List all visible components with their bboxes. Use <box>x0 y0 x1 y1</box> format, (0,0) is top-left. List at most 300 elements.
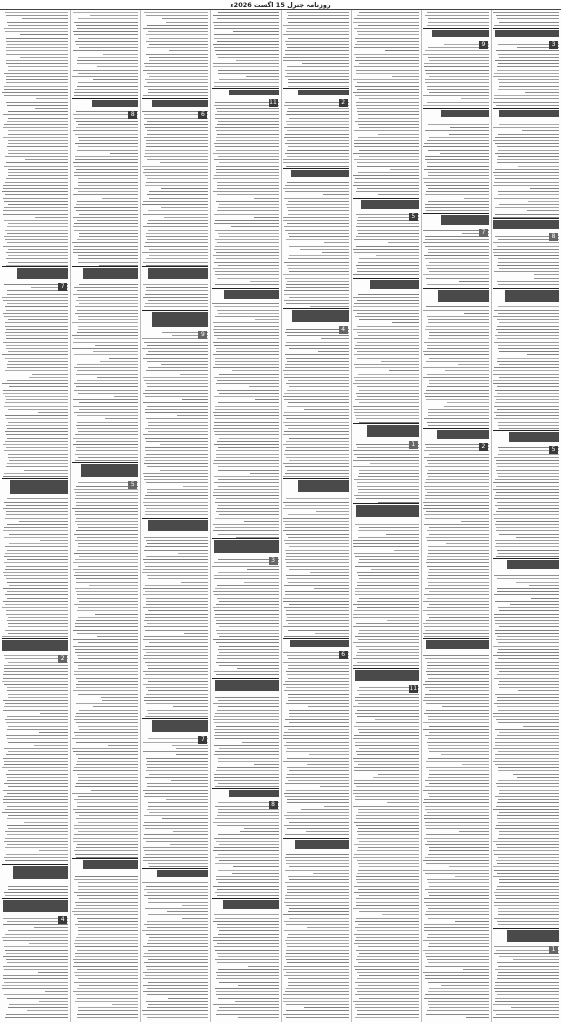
article-text-line <box>5 332 68 333</box>
article-text-line <box>219 79 279 80</box>
article-text-line <box>146 1001 209 1002</box>
article-text-line <box>285 153 349 154</box>
article-text-line <box>146 687 208 688</box>
article-text-line <box>287 28 349 29</box>
article-text-line <box>102 198 138 199</box>
story-divider-rule <box>283 308 349 309</box>
article-text-line <box>77 918 138 919</box>
article-text-line <box>355 796 419 797</box>
article-text-line <box>355 988 419 989</box>
article-text-line <box>218 156 279 157</box>
article-text-line <box>146 233 209 234</box>
article-text-line <box>8 457 68 458</box>
article-text-line <box>145 546 208 547</box>
article-text-line <box>74 207 139 208</box>
article-text-line <box>497 873 559 874</box>
article-text-line <box>427 530 489 531</box>
article-text-line <box>213 428 279 429</box>
article-text-line <box>358 764 419 765</box>
article-text-line <box>495 991 559 992</box>
article-text-line <box>427 959 488 960</box>
article-text-line <box>286 860 349 861</box>
article-text-line <box>354 354 418 355</box>
article-text-line <box>218 761 278 762</box>
article-text-line <box>147 761 208 762</box>
article-text-line <box>284 585 349 586</box>
article-text-line <box>6 335 68 336</box>
article-text-line <box>142 166 208 167</box>
story-headline <box>214 540 278 553</box>
article-text-line <box>219 844 279 845</box>
article-text-line <box>146 556 209 557</box>
article-text-line <box>284 921 348 922</box>
article-text-line <box>214 28 278 29</box>
story-number-badge: 7 <box>479 229 488 237</box>
article-text-line <box>145 514 208 515</box>
article-text-line <box>4 841 68 842</box>
article-text-line <box>429 886 489 887</box>
article-text-line <box>495 524 559 525</box>
article-text-line <box>287 767 348 768</box>
article-text-line <box>244 582 278 583</box>
article-text-line <box>146 143 208 144</box>
article-text-line <box>218 466 279 467</box>
article-text-line <box>429 591 489 592</box>
article-text-line <box>378 134 418 135</box>
story-divider-rule <box>493 430 559 431</box>
article-text-line <box>356 722 419 723</box>
article-text-line <box>497 994 559 995</box>
article-text-line <box>286 953 348 954</box>
article-text-line <box>7 777 68 778</box>
article-text-line <box>284 930 349 931</box>
article-text-line <box>356 959 419 960</box>
article-text-line <box>77 895 138 896</box>
article-text-line <box>78 457 139 458</box>
article-text-line <box>9 543 69 544</box>
article-text-line <box>238 985 278 986</box>
article-text-line <box>78 681 138 682</box>
article-text-line <box>148 898 208 899</box>
article-text-line <box>424 594 489 595</box>
article-text-line <box>286 1010 349 1011</box>
article-text-line <box>424 354 488 355</box>
article-text-line <box>427 742 488 743</box>
article-text-line <box>8 249 69 250</box>
article-text-line <box>6 578 68 579</box>
article-text-line <box>74 914 138 915</box>
article-text-line <box>147 466 209 467</box>
article-text-line <box>167 911 208 912</box>
article-text-line <box>426 767 489 768</box>
article-text-line <box>143 751 208 752</box>
article-text-line <box>354 66 419 67</box>
news-column <box>353 10 419 1022</box>
story-divider-rule <box>212 788 278 789</box>
article-text-line <box>6 466 68 467</box>
article-text-line <box>145 294 208 295</box>
article-text-line <box>427 316 489 317</box>
article-text-line <box>73 294 139 295</box>
article-text-line <box>146 258 209 259</box>
article-text-line <box>8 140 68 141</box>
article-text-line <box>428 550 489 551</box>
article-text-line <box>458 364 489 365</box>
article-text-line <box>284 374 349 375</box>
article-text-line <box>288 982 349 983</box>
article-text-line <box>73 751 138 752</box>
article-text-line <box>498 649 559 650</box>
article-text-line <box>143 226 208 227</box>
article-text-line <box>75 514 138 515</box>
article-text-line <box>214 482 279 483</box>
article-text-line <box>495 335 559 336</box>
story-number-badge: 2 <box>479 443 488 451</box>
article-text-line <box>287 578 348 579</box>
article-text-line <box>287 946 348 947</box>
article-text-line <box>496 825 559 826</box>
article-text-line <box>74 575 138 576</box>
story-headline <box>229 790 279 797</box>
article-text-line <box>284 825 349 826</box>
article-text-line <box>214 415 279 416</box>
article-text-line <box>5 950 68 951</box>
article-text-line <box>3 246 68 247</box>
article-text-line <box>146 41 208 42</box>
article-text-line <box>161 364 208 365</box>
article-text-line <box>78 617 138 618</box>
article-text-line <box>74 732 138 733</box>
article-text-line <box>74 982 138 983</box>
article-text-line <box>74 671 139 672</box>
story-headline <box>152 100 208 107</box>
article-text-line <box>288 268 349 269</box>
article-text-line <box>90 15 138 16</box>
article-text-line <box>518 166 559 167</box>
article-text-line <box>145 511 208 512</box>
article-text-line <box>3 210 68 211</box>
story-headline <box>441 215 489 225</box>
article-text-line <box>284 137 348 138</box>
story-divider-rule <box>283 478 349 479</box>
article-text-line <box>145 79 208 80</box>
article-text-line <box>285 230 348 231</box>
article-text-line <box>146 418 208 419</box>
article-text-line <box>286 790 349 791</box>
article-text-line <box>357 89 419 90</box>
article-text-line <box>356 655 418 656</box>
article-text-line <box>216 108 279 109</box>
article-text-line <box>216 604 278 605</box>
article-text-line <box>7 738 68 739</box>
article-text-line <box>144 479 208 480</box>
article-text-line <box>427 374 488 375</box>
article-text-line <box>357 351 419 352</box>
article-text-line <box>356 226 419 227</box>
story-divider-rule <box>142 868 208 869</box>
article-text-line <box>8 150 69 151</box>
article-text-line <box>354 553 419 554</box>
news-column <box>2 10 68 1022</box>
article-text-line <box>217 242 279 243</box>
article-text-line <box>217 188 279 189</box>
article-text-line <box>216 972 278 973</box>
article-text-line <box>429 732 489 733</box>
article-text-line <box>213 940 278 941</box>
article-text-line <box>216 172 278 173</box>
article-text-line <box>78 1010 138 1011</box>
article-text-line <box>77 290 138 291</box>
article-text-line <box>4 562 68 563</box>
article-text-line <box>284 300 349 301</box>
article-text-line <box>215 857 279 858</box>
article-text-line <box>494 255 559 256</box>
article-text-line <box>357 342 419 343</box>
article-text-line <box>358 828 419 829</box>
article-text-line <box>8 726 68 727</box>
article-text-line <box>214 946 279 947</box>
article-text-line <box>39 1001 68 1002</box>
article-text-line <box>354 146 419 147</box>
article-text-line <box>427 460 489 461</box>
article-text-line <box>495 742 559 743</box>
article-text-line <box>499 831 559 832</box>
story-headline <box>215 680 278 691</box>
article-text-line <box>493 1017 559 1018</box>
article-text-line <box>143 214 209 215</box>
article-text-line <box>289 918 349 919</box>
article-text-line <box>78 543 138 544</box>
article-text-line <box>173 706 209 707</box>
article-text-line <box>183 486 208 487</box>
article-text-line <box>355 745 418 746</box>
article-text-line <box>283 434 348 435</box>
story-divider-rule <box>212 678 278 679</box>
article-text-line <box>353 185 419 186</box>
article-text-line <box>428 854 489 855</box>
article-text-line <box>286 687 349 688</box>
article-text-line <box>214 47 279 48</box>
article-text-line <box>496 50 559 51</box>
story-divider-rule <box>142 518 208 519</box>
article-text-line <box>356 57 418 58</box>
article-text-line <box>8 633 68 634</box>
article-text-line <box>428 1001 489 1002</box>
article-text-line <box>499 204 559 205</box>
article-text-line <box>289 604 349 605</box>
article-text-line <box>215 418 278 419</box>
article-text-line <box>493 127 559 128</box>
article-text-line <box>75 511 138 512</box>
article-text-line <box>8 930 68 931</box>
article-text-line <box>7 498 69 499</box>
article-text-line <box>357 930 419 931</box>
article-text-line <box>148 802 208 803</box>
article-text-line <box>427 879 489 880</box>
article-text-line <box>73 342 138 343</box>
article-text-line <box>285 594 348 595</box>
article-text-line <box>284 393 349 394</box>
article-text-line <box>213 322 279 323</box>
article-text-line <box>284 431 348 432</box>
article-text-line <box>288 729 349 730</box>
article-text-line <box>5 838 68 839</box>
article-text-line <box>144 815 209 816</box>
article-text-line <box>499 956 559 957</box>
article-text-line <box>286 972 349 973</box>
article-text-line <box>78 889 138 890</box>
article-text-line <box>73 50 139 51</box>
article-text-line <box>283 57 349 58</box>
article-text-line <box>145 828 209 829</box>
article-text-line <box>145 646 208 647</box>
article-text-line <box>148 210 208 211</box>
article-text-line <box>288 630 349 631</box>
article-text-line <box>353 329 419 330</box>
article-text-line <box>423 508 489 509</box>
article-text-line <box>76 44 138 45</box>
article-text-line <box>78 82 138 83</box>
article-text-line <box>357 162 419 163</box>
article-text-line <box>77 969 139 970</box>
article-text-line <box>75 854 138 855</box>
story-headline <box>426 640 489 649</box>
article-text-line <box>3 978 68 979</box>
article-text-line <box>74 674 139 675</box>
article-text-line <box>499 351 559 352</box>
article-text-line <box>358 25 418 26</box>
article-text-line <box>354 252 419 253</box>
article-text-line <box>8 25 68 26</box>
article-text-line <box>3 802 68 803</box>
article-text-line <box>143 1014 208 1015</box>
article-text-line <box>494 25 559 26</box>
article-text-line <box>143 569 209 570</box>
article-text-line <box>358 335 419 336</box>
article-text-line <box>534 278 560 279</box>
article-text-line <box>4 668 68 669</box>
article-text-line <box>147 927 208 928</box>
article-text-line <box>78 38 138 39</box>
article-text-line <box>7 998 68 999</box>
article-text-line <box>358 233 419 234</box>
article-text-line <box>6 38 68 39</box>
story-divider-rule <box>2 266 68 267</box>
article-text-line <box>213 886 279 887</box>
article-text-line <box>7 598 68 599</box>
article-text-line <box>497 358 559 359</box>
article-text-line <box>214 671 278 672</box>
article-text-line <box>284 902 348 903</box>
article-text-line <box>288 678 349 679</box>
article-text-line <box>214 425 278 426</box>
article-text-line <box>499 57 559 58</box>
article-text-line <box>359 630 419 631</box>
article-text-line <box>74 230 138 231</box>
article-text-line <box>359 953 419 954</box>
article-text-line <box>75 623 138 624</box>
article-text-line <box>285 870 348 871</box>
article-text-line <box>357 1010 419 1011</box>
article-text-line <box>493 489 559 490</box>
article-text-line <box>429 783 489 784</box>
article-text-line <box>307 764 349 765</box>
article-text-line <box>74 850 138 851</box>
article-text-line <box>353 806 419 807</box>
article-text-line <box>78 566 138 567</box>
article-text-line <box>286 121 349 122</box>
article-text-line <box>3 940 68 941</box>
article-text-line <box>288 623 349 624</box>
article-text-line <box>75 143 138 144</box>
article-text-line <box>424 66 489 67</box>
article-text-line <box>425 786 489 787</box>
article-text-line <box>149 191 209 192</box>
story-divider-rule <box>353 278 419 279</box>
article-text-line <box>423 367 488 368</box>
article-text-line <box>285 191 348 192</box>
article-text-line <box>214 838 278 839</box>
article-text-line <box>145 390 208 391</box>
article-text-line <box>214 735 279 736</box>
article-text-line <box>74 719 139 720</box>
article-text-line <box>300 249 348 250</box>
article-text-line <box>73 639 138 640</box>
article-text-line <box>356 950 419 951</box>
article-text-line <box>313 873 348 874</box>
article-text-line <box>8 70 68 71</box>
article-text-line <box>74 175 139 176</box>
article-text-line <box>73 31 139 32</box>
article-text-line <box>147 345 209 346</box>
article-text-line <box>285 143 349 144</box>
article-text-line <box>424 818 489 819</box>
article-text-line <box>370 463 419 464</box>
article-text-line <box>494 418 559 419</box>
article-text-line <box>283 502 349 503</box>
article-text-line <box>217 895 279 896</box>
article-text-line <box>357 582 419 583</box>
article-text-line <box>77 655 138 656</box>
article-text-line <box>145 793 208 794</box>
article-text-line <box>8 409 68 410</box>
article-text-line <box>284 540 349 541</box>
article-text-line <box>219 982 279 983</box>
article-text-line <box>495 745 559 746</box>
article-text-line <box>72 322 138 323</box>
article-text-line <box>498 911 559 912</box>
article-text-line <box>214 575 278 576</box>
article-text-line <box>493 172 559 173</box>
article-text-line <box>287 73 348 74</box>
article-text-line <box>324 806 349 807</box>
article-text-line <box>148 367 208 368</box>
article-text-line <box>6 50 68 51</box>
article-text-line <box>496 463 559 464</box>
article-text-line <box>358 537 418 538</box>
article-text-line <box>3 530 68 531</box>
article-text-line <box>3 601 68 602</box>
story-number-badge: 9 <box>479 41 488 49</box>
article-text-line <box>359 598 419 599</box>
article-text-line <box>75 460 138 461</box>
article-text-line <box>214 476 278 477</box>
story-number-badge: 6 <box>339 651 348 659</box>
article-text-line <box>359 578 419 579</box>
article-text-line <box>143 978 209 979</box>
article-text-line <box>4 527 68 528</box>
article-text-line <box>495 153 559 154</box>
